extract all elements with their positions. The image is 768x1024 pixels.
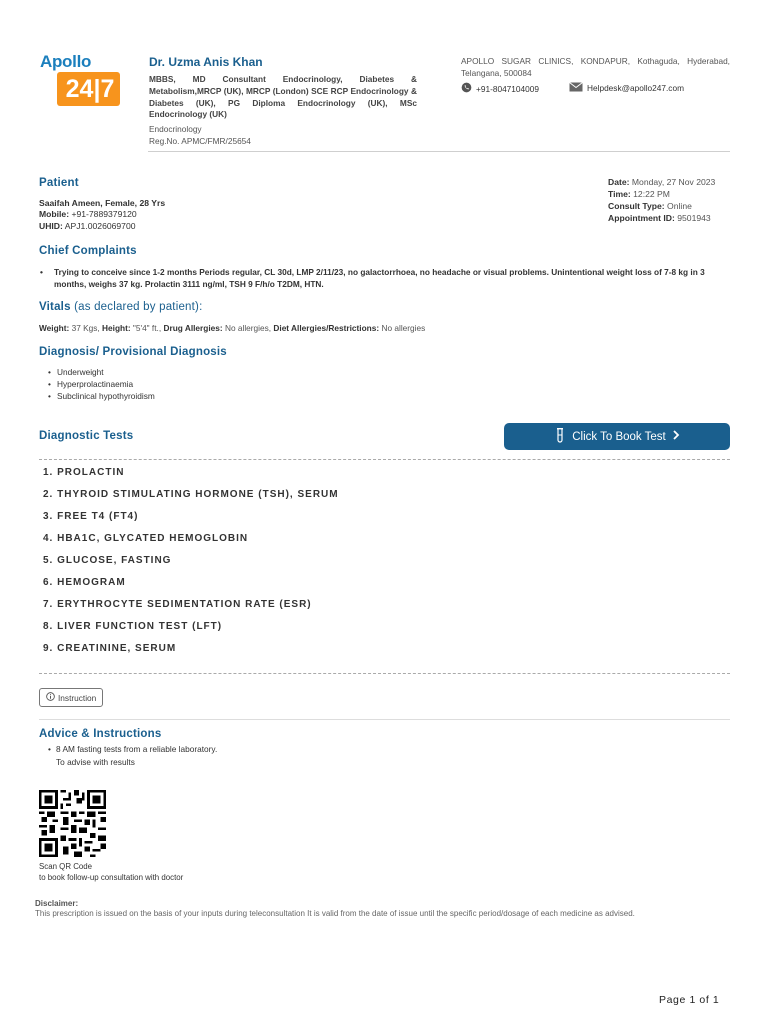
book-test-button[interactable] [504, 423, 730, 450]
clinic-phone-number: +91-8047104009 [476, 83, 539, 94]
test-item: 2. THYROID STIMULATING HORMONE (TSH), SERUM [43, 489, 339, 500]
doctor-specialty: Endocrinology [149, 124, 202, 134]
consult-type-value: Online [667, 201, 692, 211]
appointment-id-value: 9501943 [677, 213, 711, 223]
tests-divider-bottom [39, 673, 730, 674]
consult-type-label: Consult Type: [608, 201, 665, 211]
tests-divider-top [39, 459, 730, 460]
diet-allergies-label: Diet Allergies/Restrictions: [273, 323, 380, 333]
complaints-title: Chief Complaints [39, 245, 137, 257]
vitals-subtitle: (as declared by patient): [74, 301, 203, 313]
consult-type [608, 201, 692, 211]
height-value: "5'4" ft., [132, 323, 162, 333]
test-item: 8. LIVER FUNCTION TEST (LFT) [43, 621, 223, 632]
page-number: Page 1 of 1 [659, 994, 720, 1006]
patient-mobile-label: Mobile: [39, 209, 70, 219]
consult-date-value: Monday, 27 Nov 2023 [631, 177, 716, 187]
diagnosis-item: • Underweight [48, 367, 155, 379]
consult-date-label: Date: [608, 177, 630, 187]
clinic-email[interactable] [569, 82, 684, 94]
diagnosis-item: • Subclinical hypothyroidism [48, 391, 155, 403]
consult-time-label: Time: [608, 189, 631, 199]
book-test-label: Click To Book Test [572, 430, 666, 443]
appointment-id-label: Appointment ID: [608, 213, 675, 223]
test-item: 5. GLUCOSE, FASTING [43, 555, 172, 566]
apollo-logo-text: Apollo [40, 52, 92, 71]
appointment-id [608, 213, 711, 223]
diagnosis-item: • Hyperprolactinaemia [48, 379, 155, 391]
whatsapp-icon [461, 82, 472, 95]
vitals-title-text: Vitals [39, 301, 71, 313]
patient-uhid-value: APJ1.0026069700 [64, 221, 136, 231]
tests-list [43, 467, 339, 665]
consult-time-value: 12:22 PM [633, 189, 670, 199]
drug-allergies-value: No allergies, [224, 323, 272, 333]
test-item: 4. HBA1C, GLYCATED HEMOGLOBIN [43, 533, 249, 544]
clinic-email-address: Helpdesk@apollo247.com [587, 83, 684, 93]
apollo-logo-247: 24|7 [65, 75, 115, 103]
advice-list [48, 743, 217, 769]
consult-time [608, 189, 670, 199]
weight-value: 37 Kgs, [71, 323, 100, 333]
patient-mobile [39, 209, 137, 219]
weight-label: Weight: [39, 323, 70, 333]
test-tube-icon [554, 427, 566, 446]
patient-name: Saaifah Ameen, Female, 28 Yrs [39, 198, 166, 208]
doctor-reg-no: Reg.No. APMC/FMR/25654 [149, 135, 251, 146]
vitals-line [39, 323, 425, 333]
vitals-title [39, 301, 202, 313]
disclaimer-title: Disclaimer: [35, 899, 79, 908]
advice-item-continued: To advise with results [56, 757, 135, 767]
test-item: 7. ERYTHROCYTE SEDIMENTATION RATE (ESR) [43, 599, 312, 610]
qr-caption-line2: to book follow-up consultation with doctor [39, 872, 184, 882]
clinic-phone[interactable] [461, 82, 539, 95]
test-item: 1. PROLACTIN [43, 467, 125, 478]
diagnosis-title: Diagnosis/ Provisional Diagnosis [39, 346, 227, 358]
qr-caption [39, 862, 183, 883]
patient-uhid-label: UHID: [39, 221, 63, 231]
height-label: Height: [102, 323, 131, 333]
test-item: 9. CREATININE, SERUM [43, 643, 177, 654]
diagnostic-tests-title: Diagnostic Tests [39, 430, 134, 442]
qr-code[interactable] [39, 790, 106, 857]
advice-title: Advice & Instructions [39, 728, 162, 740]
test-item: 6. HEMOGRAM [43, 577, 126, 588]
instruction-badge [39, 688, 103, 707]
bullet-icon: • [40, 267, 43, 277]
test-item: 3. FREE T4 (FT4) [43, 511, 139, 522]
instruction-label: Instruction [58, 692, 97, 703]
instruction-divider [39, 719, 730, 720]
chevron-right-icon [672, 430, 680, 443]
diet-allergies-value: No allergies [381, 323, 426, 333]
patient-mobile-value: +91-7889379120 [71, 209, 137, 219]
doctor-specialty-block [149, 124, 251, 147]
patient-section-title: Patient [39, 177, 79, 189]
qr-caption-line1: Scan QR Code [39, 862, 93, 871]
drug-allergies-label: Drug Allergies: [163, 323, 223, 333]
header-divider [148, 151, 730, 152]
diagnosis-list [48, 367, 155, 402]
clinic-address: APOLLO SUGAR CLINICS, KONDAPUR, Kothaguda, Hyderabad, Telangana, 500084 [461, 56, 730, 78]
patient-uhid [39, 221, 136, 231]
doctor-name: Dr. Uzma Anis Khan [149, 55, 263, 69]
disclaimer-text: This prescription is issued on the basis of your inputs during teleconsultation It is valid from the date of issue until the specific period/dosage of each medicine as advised. [35, 909, 635, 918]
complaint-text: Trying to conceive since 1-2 months Periods regular, CL 30d, LMP 2/11/23, no galactorrhoea, no headache or visual problems. Unintentional weight loss of 7-8 kg in 3 months, weighs 37 kg. Prolactin 3111 ng/ml, TSH 9 F/h/o T2DM, HTN. [54, 267, 705, 289]
complaint-item [40, 266, 716, 290]
consult-date [608, 177, 715, 187]
mail-icon [569, 82, 583, 94]
advice-item: • 8 AM fasting tests from a reliable laboratory. [48, 743, 217, 756]
info-icon [46, 692, 55, 703]
doctor-qualifications: MBBS, MD Consultant Endocrinology, Diabetes & Metabolism,MRCP (UK), MRCP (London) SCE RCP Endocrinology & Diabetes (UK), PG Diploma Endocrinology (UK), MSc Endocrinology (UK) [149, 74, 417, 120]
